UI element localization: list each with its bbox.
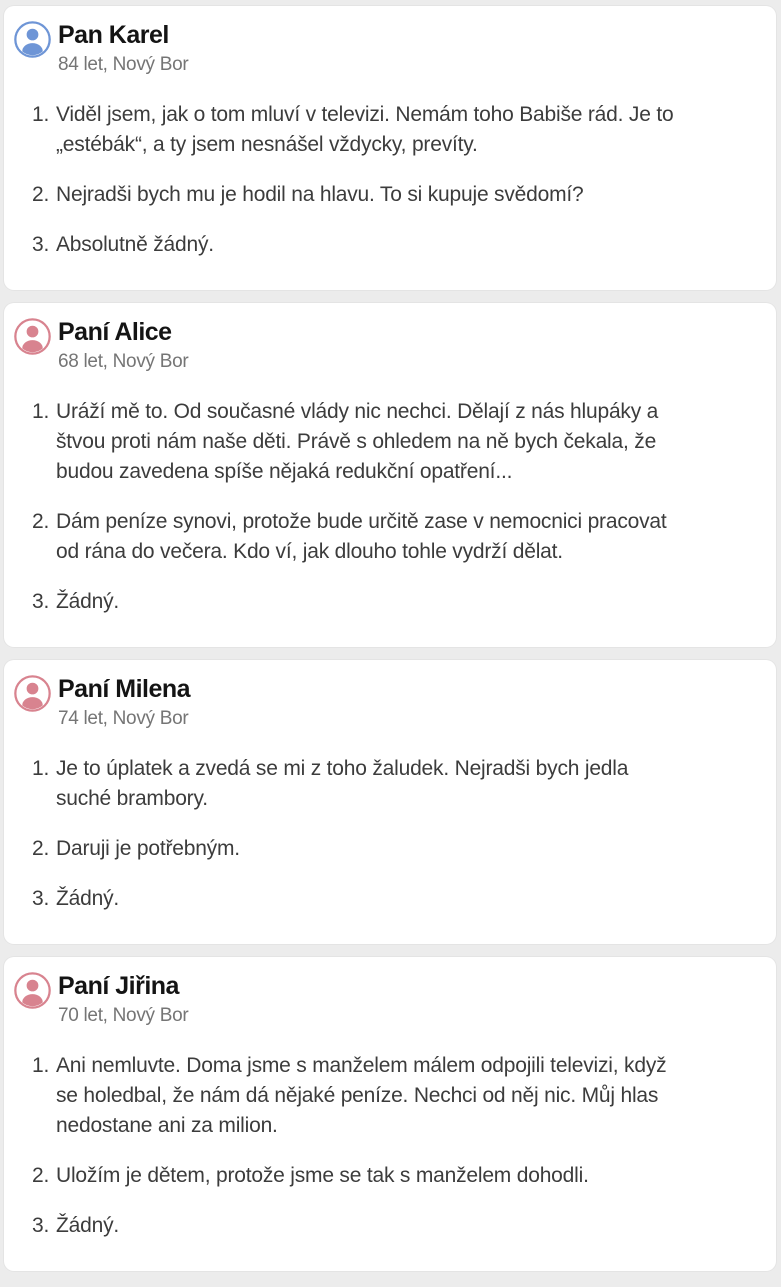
respondent-name: Paní Milena [58, 675, 191, 703]
respondent-card [4, 957, 776, 1271]
person-avatar-icon [14, 318, 51, 355]
person-avatar-icon [14, 675, 51, 712]
respondent-name: Paní Alice [58, 318, 172, 346]
respondent-age-location: 74 let, Nový Bor [58, 708, 189, 729]
respondent-header [14, 317, 736, 373]
respondent-header [14, 674, 736, 730]
respondent-identity [58, 20, 188, 76]
answers-list [14, 100, 686, 260]
answer-item: Uložím je dětem, protože jsme se tak s manželem dohodli. [56, 1164, 589, 1187]
answer-item: Žádný. [56, 590, 119, 613]
answer-item: Viděl jsem, jak o tom mluví v televizi. Nemám toho Babiše rád. Je to „estébák“, a ty jsem nesnášel vždycky, prevíty. [56, 103, 674, 156]
respondent-identity [58, 971, 188, 1027]
respondent-header [14, 20, 736, 76]
answers-list [14, 1051, 686, 1241]
person-avatar-icon [14, 21, 51, 58]
answer-item: Ani nemluvte. Doma jsme s manželem málem odpojili televizi, když se holedbal, že nám dá nějaké peníze. Nechci od něj nic. Můj hlas nedostane ani za milion. [56, 1054, 667, 1137]
respondent-header [14, 971, 736, 1027]
respondent-card [4, 303, 776, 647]
answer-item: Uráží mě to. Od současné vlády nic nechci. Dělají z nás hlupáky a štvou proti nám naše děti. Právě s ohledem na ně bych čekala, že budou zavedena spíše nějaká redukční opatření... [56, 400, 659, 483]
answer-item: Je to úplatek a zvedá se mi z toho žaludek. Nejradši bych jedla suché brambory. [56, 757, 629, 810]
answers-list [14, 397, 686, 617]
person-avatar-icon [14, 972, 51, 1009]
answer-item: Nejradši bych mu je hodil na hlavu. To si kupuje svědomí? [56, 183, 584, 206]
respondent-name: Pan Karel [58, 21, 169, 49]
answer-item: Žádný. [56, 887, 119, 910]
respondent-age-location: 70 let, Nový Bor [58, 1005, 189, 1026]
respondent-card [4, 6, 776, 290]
respondent-identity [58, 317, 188, 373]
answer-item: Žádný. [56, 1214, 119, 1237]
respondent-age-location: 68 let, Nový Bor [58, 351, 189, 372]
answer-item: Daruji je potřebným. [56, 837, 240, 860]
respondent-name: Paní Jiřina [58, 972, 179, 1000]
answer-item: Dám peníze synovi, protože bude určitě zase v nemocnici pracovat od rána do večera. Kdo ví, jak dlouho tohle vydrží dělat. [56, 510, 667, 563]
answer-item: Absolutně žádný. [56, 233, 214, 256]
respondent-age-location: 84 let, Nový Bor [58, 54, 189, 75]
answers-list [14, 754, 686, 914]
respondent-identity [58, 674, 190, 730]
respondent-card [4, 660, 776, 944]
